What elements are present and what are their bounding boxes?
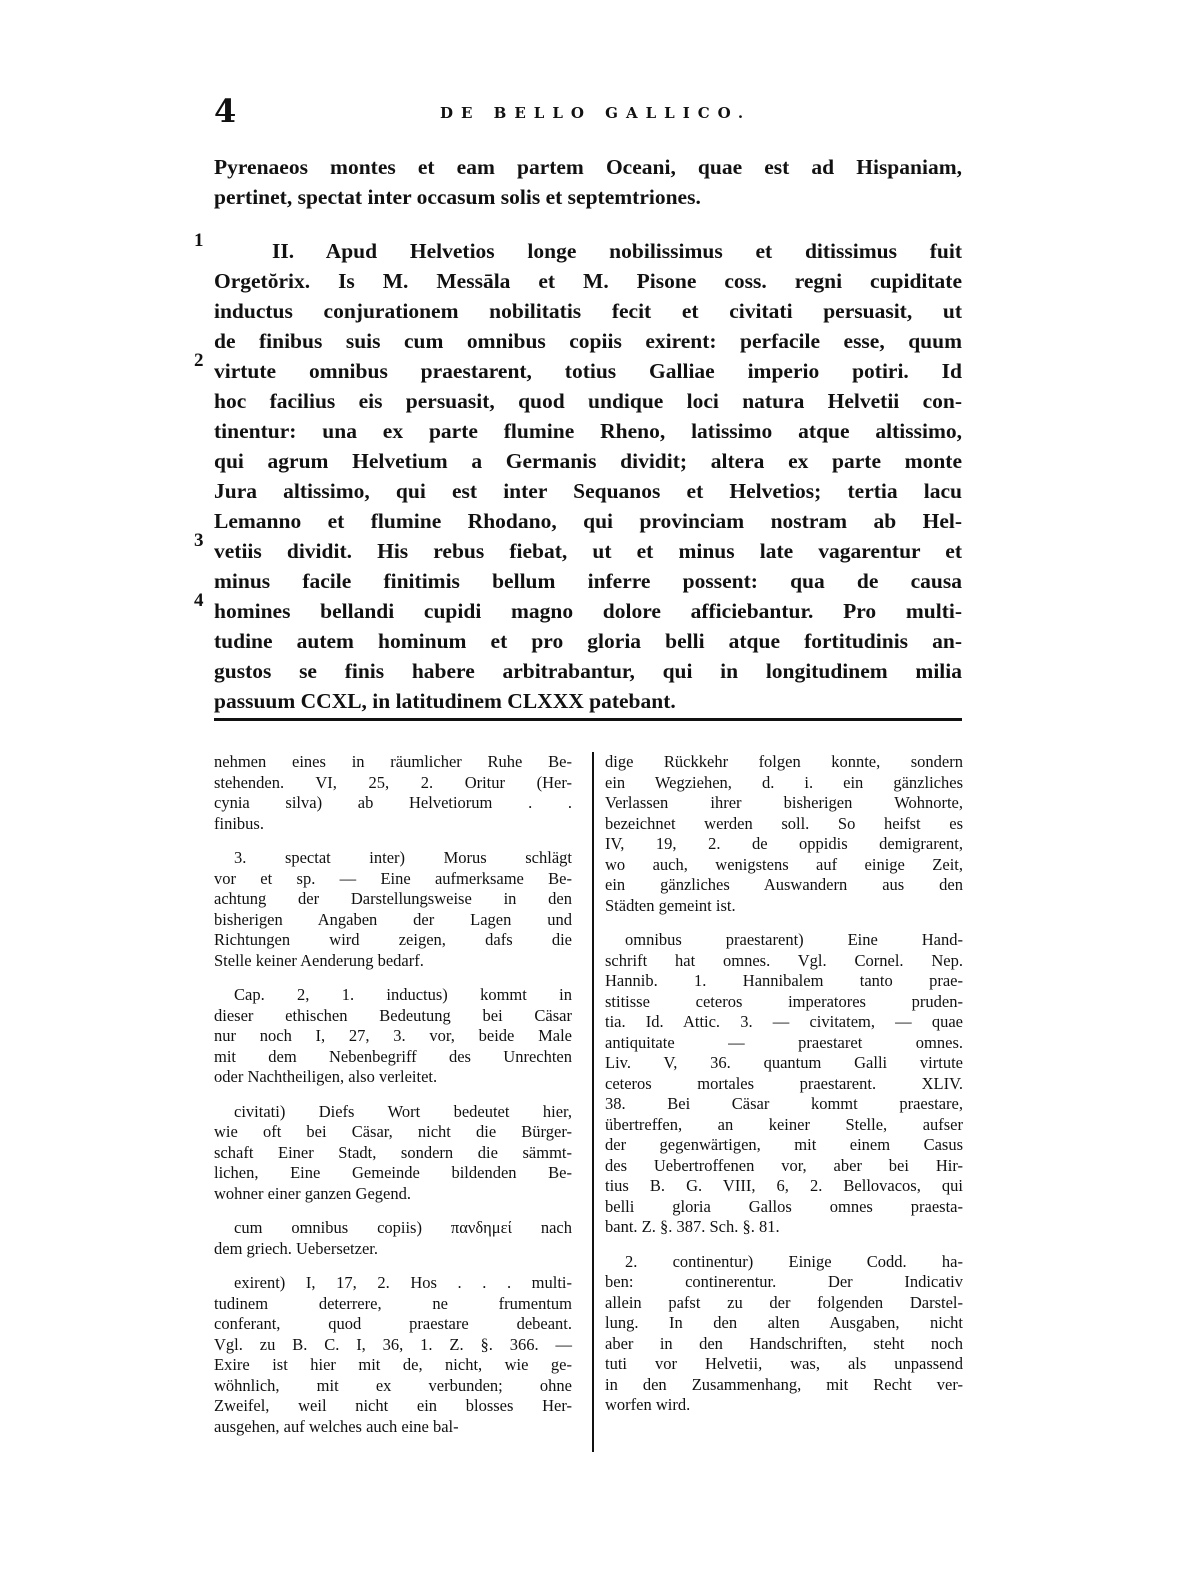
footnote-line: omnibus praestarent) Eine Hand- [625, 930, 963, 949]
footnote-line: Richtungen wird zeigen, dafs die [214, 930, 572, 949]
footnote [605, 752, 963, 916]
column-divider [592, 752, 594, 1452]
footnote-line: ein gänzliches Auswandern aus den [605, 875, 963, 894]
footnote-line: allein pafst zu der folgenden Darstel- [605, 1292, 963, 1312]
footnote-line: dige Rückkehr folgen konnte, sondern [605, 752, 963, 771]
main-line: Pyrenaeos montes et eam partem Oceani, quae est ad Hispaniam, [214, 155, 962, 179]
main-line: qui agrum Helvetium a Germanis dividit; altera ex parte monte [214, 449, 962, 473]
footnote-line: civitati) Diefs Wort bedeutet hier, [234, 1101, 572, 1121]
main-line: Jura altissimo, qui est inter Sequanos et Helvetios; tertia lacu [214, 479, 962, 503]
footnote-line: 3. spectat inter) Morus schlägt [234, 848, 572, 867]
footnote-line: belli gloria Gallos omnes praesta- [605, 1196, 963, 1216]
footnote-line: bant. Z. §. 387. Sch. §. 81. [605, 1217, 780, 1236]
footnote-line: Hannib. 1. Hannibalem tanto prae- [605, 971, 963, 990]
main-line: hoc facilius eis persuasit, quod undique loci natura Helvetii con- [214, 389, 962, 413]
footnote-line: Vgl. zu B. C. I, 36, 1. Z. §. 366. — [214, 1334, 572, 1354]
main-line: homines bellandi cupidi magno dolore afficiebantur. Pro multi- [214, 599, 962, 623]
main-line: Orgetŏrix. Is M. Messāla et M. Pisone coss. regni cupiditate [214, 269, 962, 293]
main-line: de finibus suis cum omnibus copiis exirent: perfacile esse, quum [214, 329, 962, 353]
footnote-line: worfen wird. [605, 1395, 691, 1414]
footnote-line: ausgehen, auf welches auch eine bal- [214, 1416, 459, 1436]
page-number: 4 [214, 92, 237, 130]
footnote-line: schrift hat omnes. Vgl. Cornel. Nep. [605, 950, 963, 970]
footnote-line: antiquitate — praestaret omnes. [605, 1032, 963, 1052]
footnote-line: Zweifel, weil nicht ein blosses Her- [214, 1396, 572, 1415]
main-line: minus facile finitimis bellum inferre possent: qua de causa [214, 569, 962, 593]
footnote-line: wöhnlich, mit ex verbunden; ohne [214, 1375, 572, 1395]
footnote-line: Städten gemeint ist. [605, 895, 736, 915]
footnote-line: Liv. V, 36. quantum Galli virtute [605, 1053, 963, 1072]
footnote-line: mit dem Nebenbegriff des Unrechten [214, 1046, 572, 1066]
footnote-line: tius B. G. VIII, 6, 2. Bellovacos, qui [605, 1176, 963, 1195]
main-line: II. Apud Helvetios longe nobilissimus et ditissimus fuit [272, 239, 962, 263]
section-number: 1 [194, 230, 204, 251]
running-title: DE BELLO GALLICO. [440, 104, 752, 122]
footnote-line: nehmen eines in räumlicher Ruhe Be- [214, 752, 572, 771]
footnote-line: des Uebertroffenen vor, aber bei Hir- [605, 1155, 963, 1175]
footnote [214, 848, 572, 971]
footnote [214, 752, 572, 834]
footnote-line: IV, 19, 2. de oppidis demigrarent, [605, 834, 963, 853]
main-line: vetiis dividit. His rebus fiebat, ut et minus late vagarentur et [214, 539, 962, 563]
footnote-line: 2. continentur) Einige Codd. ha- [625, 1251, 963, 1271]
main-line: Lemanno et flumine Rhodano, qui provinciam nostram ab Hel- [214, 509, 962, 533]
footnote-line: übertreffen, an keiner Stelle, aufser [605, 1114, 963, 1134]
main-line: gustos se finis habere arbitrabantur, qui in longitudinem milia [214, 659, 962, 683]
footnote [214, 1102, 572, 1205]
footnote-line: tia. Id. Attic. 3. — civitatem, — quae [605, 1012, 963, 1031]
footnote-line: schaft Einer Stadt, sondern die sämmt- [214, 1142, 572, 1162]
footnote-line: aber in den Handschriften, steht noch [605, 1333, 963, 1353]
footnote-line: vor et sp. — Eine aufmerksame Be- [214, 868, 572, 888]
footnote-line: Verlassen ihrer bisherigen Wohnorte, [605, 793, 963, 812]
footnote-line: in den Zusammenhang, mit Recht ver- [605, 1374, 963, 1394]
footnote-line: stehenden. VI, 25, 2. Oritur (Her- [214, 772, 572, 792]
footnote-line: oder Nachtheiligen, also verleitet. [214, 1067, 438, 1086]
section-number: 3 [194, 530, 204, 551]
footnote-line: tudinem deterrere, ne frumentum [214, 1293, 572, 1313]
footnote-line: nur noch I, 27, 3. vor, beide Male [214, 1026, 572, 1045]
footnote-line: Exire ist hier mit de, nicht, wie ge- [214, 1355, 572, 1374]
footnote [214, 985, 572, 1088]
footnote [605, 930, 963, 1238]
footnote-line: Cap. 2, 1. inductus) kommt in [234, 985, 572, 1004]
footnote-line: finibus. [214, 813, 264, 833]
section-number: 4 [194, 590, 204, 611]
footnote-line: der gegenwärtigen, mit einem Casus [605, 1135, 963, 1154]
footnote-line: ben: continerentur. Der Indicativ [605, 1272, 963, 1291]
footnote [605, 1252, 963, 1416]
footnote-line: bezeichnet werden soll. So heifst es [605, 813, 963, 833]
main-text [214, 152, 962, 716]
footnote-line: exirent) I, 17, 2. Hos . . . multi- [234, 1273, 572, 1292]
section-number: 2 [194, 350, 204, 371]
footnote-line: stitisse ceteros imperatores pruden- [605, 991, 963, 1011]
footnote-line: Stelle keiner Aenderung bedarf. [214, 950, 424, 970]
main-line: inductus conjurationem nobilitatis fecit et civitati persuasit, ut [214, 299, 962, 323]
footnote-line: wo auch, wenigstens auf einige Zeit, [605, 854, 963, 874]
footnote-line: dem griech. Uebersetzer. [214, 1238, 379, 1258]
footnote [214, 1273, 572, 1437]
footnote-line: ein Wegziehen, d. i. ein gänzliches [605, 772, 963, 792]
footnote-line: ceteros mortales praestarent. XLIV. [605, 1073, 963, 1093]
main-line: virtute omnibus praestarent, totius Galliae imperio potiri. Id [214, 359, 962, 383]
footnote-line: wie oft bei Cäsar, nicht die Bürger- [214, 1122, 572, 1141]
footnote-line: wohner einer ganzen Gegend. [214, 1183, 411, 1203]
footnote-line: cynia silva) ab Helvetiorum . . [214, 793, 572, 812]
main-line: tudine autem hominum et pro gloria belli atque fortitudinis an- [214, 629, 962, 653]
footnote-line: conferant, quod praestare debeant. [214, 1314, 572, 1333]
footnote-line: cum omnibus copiis) πανδημεί nach [234, 1218, 572, 1237]
main-line: tinentur: una ex parte flumine Rheno, latissimo atque altissimo, [214, 419, 962, 443]
footnote-line: tuti vor Helvetii, was, als unpassend [605, 1354, 963, 1373]
footnote-line: achtung der Darstellungsweise in den [214, 889, 572, 908]
main-line: passuum CCXL, in latitudinem CLXXX patebant. [214, 689, 676, 713]
footnote-line: lung. In den alten Ausgaben, nicht [605, 1313, 963, 1332]
footnote-line: 38. Bei Cäsar kommt praestare, [605, 1094, 963, 1113]
notes-left-column [214, 752, 572, 1451]
footnote-line: bisherigen Angaben der Lagen und [214, 909, 572, 929]
footnote-line: lichen, Eine Gemeinde bildenden Be- [214, 1163, 572, 1182]
footnote-line: dieser ethischen Bedeutung bei Cäsar [214, 1005, 572, 1025]
notes-right-column [605, 752, 963, 1430]
footnote-rule [214, 718, 962, 721]
main-line: pertinet, spectat inter occasum solis et septemtriones. [214, 185, 701, 209]
footnote [214, 1218, 572, 1259]
